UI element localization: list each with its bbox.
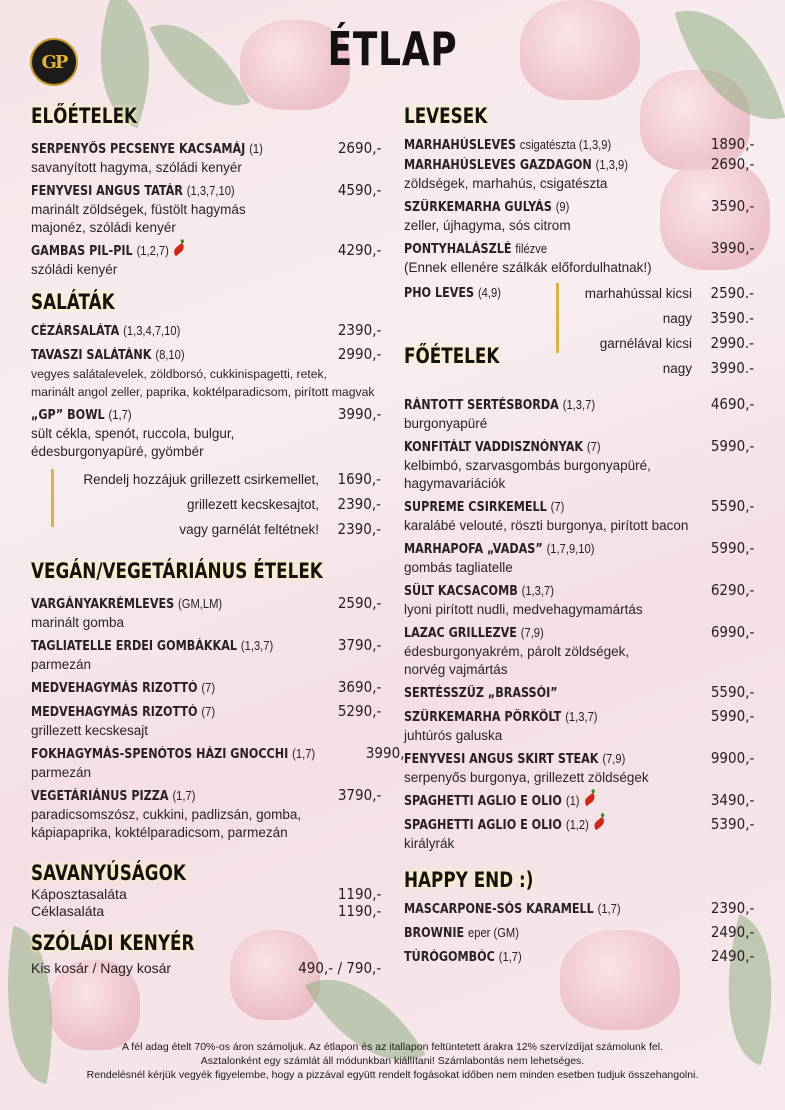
item-description: zöldségek, marhahús, csigatészta <box>404 176 608 191</box>
section-title-happy-end: HAPPY END :) <box>404 868 534 892</box>
item-description: édesburgonyapüré, gyömbér <box>31 444 204 459</box>
section-title-eloetelek: ELŐÉTELEK <box>31 104 138 128</box>
item-codes: (7) <box>586 439 601 454</box>
menu-item <box>404 623 754 679</box>
menu-item <box>31 345 381 401</box>
menu-item <box>404 707 754 745</box>
item-name: MARHAHÚSLEVES <box>404 138 516 153</box>
item-price: 3790,- <box>337 636 381 654</box>
menu-item <box>31 960 381 977</box>
item-name: Céklasaláta <box>31 903 105 919</box>
item-price: 5290,- <box>337 702 381 720</box>
item-name: SERPENYŐS PECSENYE KACSAMÁJ <box>31 142 246 157</box>
item-name: VARGÁNYAKRÉMLEVES <box>31 597 175 612</box>
item-description: kelbimbó, szarvasgombás burgonyapüré, <box>404 458 651 473</box>
item-codes: (1,7) <box>498 949 522 964</box>
menu-item <box>404 539 754 577</box>
menu-item <box>31 744 410 782</box>
item-price: 1890,- <box>710 135 754 153</box>
item-name: SPAGHETTI AGLIO E OLIO <box>404 818 562 833</box>
menu-item <box>404 923 754 943</box>
item-description: vegyes salátalevelek, zöldborsó, cukkinispagetti, retek, <box>31 367 328 381</box>
item-price: 2390,- <box>710 899 754 917</box>
item-codes: (1,7) <box>172 788 196 803</box>
menu-item <box>31 903 381 920</box>
item-codes: (1,3,7) <box>240 638 274 653</box>
addon-text: grillezett kecskesajtot, <box>186 497 319 512</box>
item-description: serpenyős burgonya, grillezett zöldségek <box>404 770 649 785</box>
pho-price: 2590.- <box>710 284 754 302</box>
item-price: 2690,- <box>337 139 381 157</box>
section-title-levesek: LEVESEK <box>404 104 488 128</box>
item-price: 3990,- <box>710 239 754 257</box>
menu-item <box>31 636 381 674</box>
item-name: MARHAPOFA „VADAS” <box>404 542 543 557</box>
item-description: marinált gomba <box>31 615 125 630</box>
item-codes: (1) <box>565 793 580 808</box>
item-codes: (1,2,7) <box>136 243 169 258</box>
item-price: 5390,- <box>710 815 754 833</box>
menu-item <box>404 899 754 919</box>
item-description: burgonyapüré <box>404 416 488 431</box>
section-title-kenyer: SZÓLÁDI KENYÉR <box>31 931 195 955</box>
footer-line: Rendelésnél kérjük vegyék figyelembe, hogy a pizzával együtt rendelt fogásokat időben nem minden esetben tudjuk összehangolni. <box>86 1069 699 1081</box>
pho-option: garnélával kicsi <box>599 336 692 351</box>
item-price: 3990,- <box>366 744 410 762</box>
item-description: királyrák <box>404 836 455 851</box>
menu-item <box>31 886 381 903</box>
accent-bar <box>556 283 559 353</box>
footer-notes <box>20 1040 765 1082</box>
accent-bar <box>51 469 54 527</box>
pho-price: 2990.- <box>710 334 754 352</box>
item-price: 5990,- <box>710 539 754 557</box>
item-codes: (7,9) <box>520 625 544 640</box>
item-description: gombás tagliatelle <box>404 560 513 575</box>
item-price: 3490,- <box>710 791 754 809</box>
addon-text: vagy garnélát feltétnek! <box>179 522 319 537</box>
item-price: 2690,- <box>710 155 754 173</box>
item-price: 2590,- <box>337 594 381 612</box>
item-codes: (1,3,7) <box>565 709 598 724</box>
item-price: 1190,- <box>337 885 381 903</box>
item-price: 4590,- <box>337 181 381 199</box>
item-description: grillezett kecskesajt <box>31 723 149 738</box>
item-price: 5990,- <box>710 707 754 725</box>
item-name: VEGETÁRIÁNUS PIZZA <box>31 789 169 804</box>
item-price: 3990,- <box>337 405 381 423</box>
item-name: FENYVESI ANGUS SKIRT STEAK <box>404 752 599 767</box>
item-codes: (1) <box>249 141 263 156</box>
pho-price: 3990.- <box>710 359 754 377</box>
menu-item <box>31 678 381 698</box>
item-name: SUPREME CSIRKEMELL <box>404 500 547 515</box>
item-description: parmezán <box>31 657 92 672</box>
item-price: 5590,- <box>710 683 754 701</box>
item-price: 5590,- <box>710 497 754 515</box>
item-name: „GP” BOWL <box>31 408 105 423</box>
item-price: 1190,- <box>337 902 381 920</box>
item-codes: (1,3,7) <box>562 397 596 412</box>
item-price: 2390,- <box>337 321 381 339</box>
chili-pepper-icon <box>583 793 596 807</box>
item-name: GAMBAS PIL-PIL <box>31 244 133 259</box>
item-codes: (1,7) <box>108 407 132 422</box>
item-name: MASCARPONE-SÓS KARAMELL <box>404 902 594 917</box>
item-name: PHO LEVES <box>404 286 475 301</box>
section-title-savanyusagok: SAVANYÚSÁGOK <box>31 861 186 885</box>
menu-item <box>404 815 754 853</box>
item-price: 6990,- <box>710 623 754 641</box>
menu-item <box>404 791 754 811</box>
gp-logo-icon: GP <box>30 38 78 86</box>
item-name: Kis kosár / Nagy kosár <box>31 960 172 976</box>
addon-price: 1690,- <box>337 470 381 488</box>
menu-item <box>404 683 754 703</box>
item-description: savanyított hagyma, szóládi kenyér <box>31 160 242 175</box>
salad-addons <box>31 467 381 542</box>
item-price: 2490,- <box>710 923 754 941</box>
pho-option: marhahússal kicsi <box>584 286 692 301</box>
chili-pepper-icon <box>173 243 186 257</box>
item-name: SZÜRKEMARHA GULYÁS <box>404 200 552 215</box>
addon-price: 2390,- <box>337 495 381 513</box>
menu-item <box>31 139 381 177</box>
item-name: FENYVESI ANGUS TATÁR <box>31 184 183 199</box>
item-name: TAGLIATELLE ERDEI GOMBÁKKAL <box>31 639 237 654</box>
item-description: norvég vajmártás <box>404 662 508 677</box>
item-name: Káposztasaláta <box>31 886 127 902</box>
item-description: zeller, újhagyma, sós citrom <box>404 218 571 233</box>
item-name: BROWNIE <box>404 926 465 941</box>
item-price: 9900,- <box>710 749 754 767</box>
item-codes: filézve <box>515 241 548 256</box>
item-description: parmezán <box>31 765 92 780</box>
item-codes: (1,3,7,10) <box>186 183 235 198</box>
menu-item <box>404 239 754 277</box>
item-codes: (1,3,4,7,10) <box>123 323 181 338</box>
item-description: hagymavariációk <box>404 476 506 491</box>
section-title-foetelek: FŐÉTELEK <box>404 344 500 368</box>
item-name: TAVASZI SALÁTÁNK <box>31 348 152 363</box>
menu-item <box>31 594 381 632</box>
item-name: PONTYHALÁSZLÉ <box>404 242 512 257</box>
item-name: MEDVEHAGYMÁS RIZOTTÓ <box>31 681 198 696</box>
item-description: kápiapaprika, koktélparadicsom, parmezán <box>31 825 288 840</box>
item-price: 3790,- <box>337 786 381 804</box>
item-price: 5990,- <box>710 437 754 455</box>
menu-item <box>404 135 754 155</box>
item-codes: csigatészta (1,3,9) <box>519 137 612 152</box>
item-codes: (1,3,9) <box>595 157 629 172</box>
menu-item <box>404 197 754 235</box>
chili-pepper-icon <box>592 817 605 831</box>
pho-item <box>404 281 754 381</box>
item-codes: (GM,LM) <box>178 596 223 611</box>
right-column <box>404 103 754 967</box>
menu-item <box>31 321 381 341</box>
menu-item <box>31 702 381 740</box>
item-description: marinált angol zeller, paprika, koktélparadicsom, pirított magvak <box>31 385 375 399</box>
menu-item <box>404 395 754 433</box>
item-price: 4690,- <box>710 395 754 413</box>
page-title: ÉTLAP <box>327 22 458 76</box>
item-description: (Ennek ellenére szálkák előfordulhatnak!) <box>404 260 652 275</box>
addon-text: Rendelj hozzájuk grillezett csirkemellet, <box>83 472 319 487</box>
item-price: 4290,- <box>337 241 381 259</box>
item-codes: (1,3,7) <box>521 583 554 598</box>
item-description: marinált zöldségek, füstölt hagymás <box>31 202 246 217</box>
item-price: 2490,- <box>710 947 754 965</box>
item-name: MARHAHÚSLEVES GAZDAGON <box>404 158 592 173</box>
item-codes: eper (GM) <box>468 925 519 940</box>
item-codes: (1,2) <box>565 817 589 832</box>
item-codes: (8,10) <box>155 347 185 362</box>
menu-item <box>31 405 381 461</box>
menu-item <box>404 749 754 787</box>
item-codes: (1,7) <box>292 746 316 761</box>
item-description: szóládi kenyér <box>31 262 118 277</box>
item-codes: (7) <box>201 704 216 719</box>
item-price: 3690,- <box>337 678 381 696</box>
footer-line: A fél adag ételt 70%-os áron számoljuk. Az étlapon és az itallapon feltüntetett árakra 12% szervízdíjat számolunk fel. <box>121 1041 664 1053</box>
item-name: SERTÉSSZŰZ „BRASSÓI” <box>404 686 558 701</box>
item-name: RÁNTOTT SERTÉSBORDA <box>404 398 559 413</box>
item-name: KONFITÁLT VADDISZNÓNYAK <box>404 440 584 455</box>
item-description: lyoni pirított nudli, medvehagymamártás <box>404 602 643 617</box>
item-description: majonéz, szóládi kenyér <box>31 220 176 235</box>
left-column <box>31 103 410 977</box>
pho-option: nagy <box>662 311 692 326</box>
item-codes: (4,9) <box>477 285 501 300</box>
item-description: juhtúrós galuska <box>404 728 503 743</box>
addon-price: 2390,- <box>337 520 381 538</box>
item-codes: (7) <box>201 680 216 695</box>
pho-option: nagy <box>662 361 692 376</box>
item-name: FOKHAGYMÁS-SPENÓTOS HÁZI GNOCCHI <box>31 747 289 762</box>
item-description: sült cékla, spenót, ruccola, bulgur, <box>31 426 235 441</box>
item-description: édesburgonyakrém, párolt zöldségek, <box>404 644 630 659</box>
item-name: SPAGHETTI AGLIO E OLIO <box>404 794 562 809</box>
item-name: MEDVEHAGYMÁS RIZOTTÓ <box>31 705 198 720</box>
menu-item <box>404 581 754 619</box>
menu-item <box>31 181 381 237</box>
menu-item <box>31 786 381 842</box>
item-codes: (9) <box>555 199 570 214</box>
item-description: karalábé velouté, röszti burgonya, pirított bacon <box>404 518 689 533</box>
menu-item <box>404 497 754 535</box>
item-price: 6290,- <box>710 581 754 599</box>
item-price: 490,- / 790,- <box>298 959 381 977</box>
item-name: SÜLT KACSACOMB <box>404 584 518 599</box>
section-title-salatak: SALÁTÁK <box>31 290 115 314</box>
item-name: TÚRÓGOMBÓC <box>404 950 495 965</box>
item-name: CÉZÁRSALÁTA <box>31 324 120 339</box>
item-codes: (1,7,9,10) <box>546 541 595 556</box>
pho-price: 3590.- <box>710 309 754 327</box>
item-name: SZÜRKEMARHA PÖRKÖLT <box>404 710 562 725</box>
menu-item <box>404 155 754 193</box>
section-title-vegan: VEGÁN/VEGETÁRIÁNUS ÉTELEK <box>31 559 323 583</box>
footer-line: Asztalonként egy számlát áll módunkban kiállítani! Számlabontás nem lehetséges. <box>200 1055 585 1067</box>
item-price: 2990,- <box>337 345 381 363</box>
menu-item <box>404 437 754 493</box>
item-name: LAZAC GRILLEZVE <box>404 626 517 641</box>
item-codes: (7) <box>550 499 565 514</box>
item-codes: (7,9) <box>602 751 626 766</box>
menu-item <box>31 241 381 279</box>
item-price: 3590,- <box>710 197 754 215</box>
menu-item <box>404 947 754 967</box>
item-description: paradicsomszósz, cukkini, padlizsán, gomba, <box>31 807 302 822</box>
item-codes: (1,7) <box>597 901 621 916</box>
